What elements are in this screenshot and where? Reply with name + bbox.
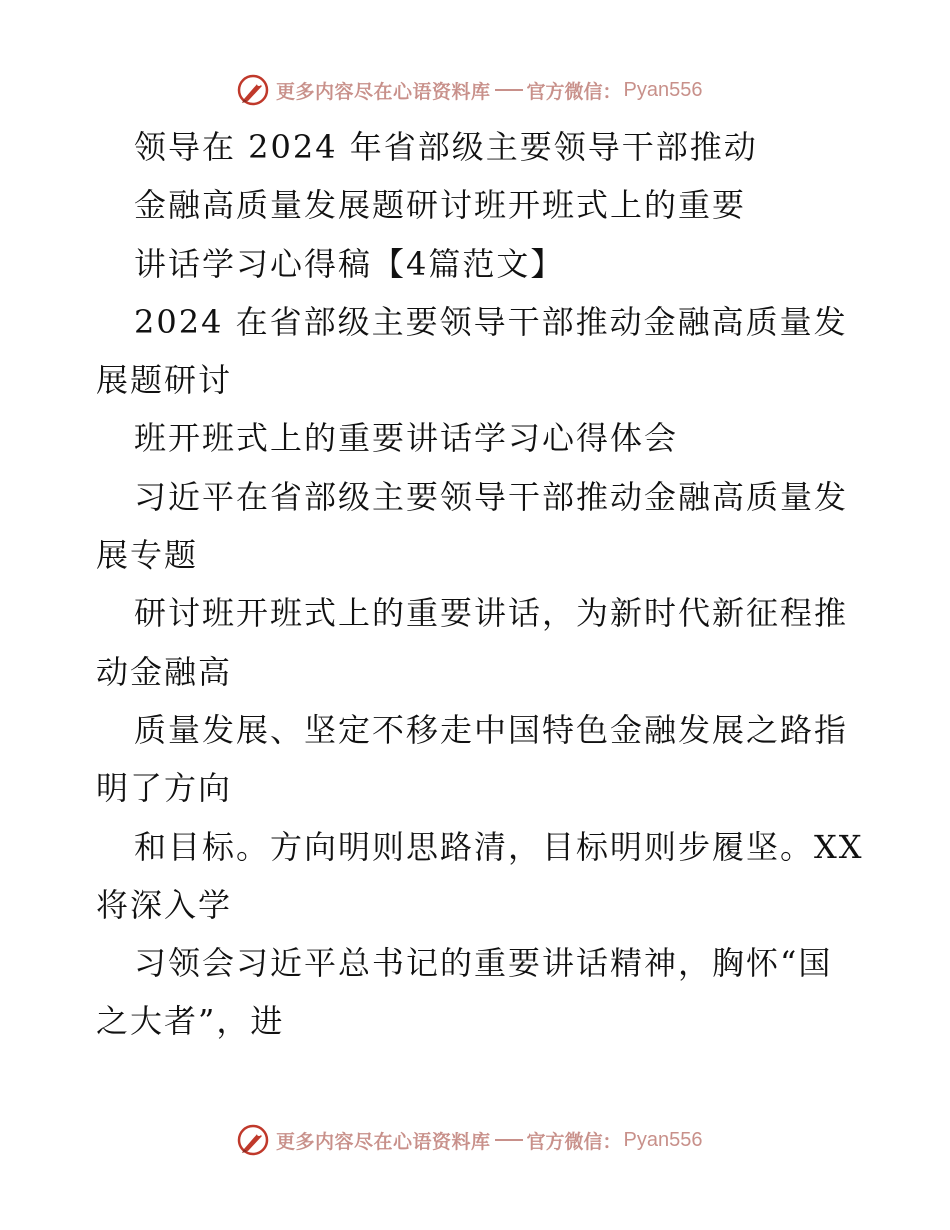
- banner-wechat-label: 官方微信：: [526, 1130, 622, 1153]
- banner-wechat-id: Pyan556: [623, 78, 703, 101]
- header-banner: [236, 72, 703, 108]
- banner-dash: [495, 1139, 523, 1141]
- body-line: 动金融高: [96, 652, 233, 691]
- pen-logo-icon: [236, 73, 270, 107]
- document-body: [96, 118, 864, 1051]
- body-line: 习近平在省部级主要领导干部推动金融高质量发: [134, 477, 849, 516]
- body-line: 习领会习近平总书记的重要讲话精神，胸怀“国: [134, 944, 833, 983]
- title-line-3: 讲话学习心得稿【4篇范文】: [134, 244, 565, 283]
- body-line: 之大者”，进: [96, 1002, 285, 1041]
- banner-wechat-label: 官方微信：: [526, 80, 622, 103]
- pen-logo-icon: [236, 1123, 270, 1157]
- body-line: 和目标。方向明则思路清，目标明则步履坚。XX: [134, 827, 864, 866]
- banner-title: 更多内容尽在心语资料库: [276, 1130, 491, 1153]
- body-line: 2024 在省部级主要领导干部推动金融高质量发: [134, 302, 848, 341]
- footer-banner: [236, 1122, 703, 1158]
- banner-title: 更多内容尽在心语资料库: [276, 80, 491, 103]
- body-line: 质量发展、坚定不移走中国特色金融发展之路指: [134, 710, 849, 749]
- body-line: 班开班式上的重要讲话学习心得体会: [134, 419, 679, 458]
- body-line: 明了方向: [96, 769, 233, 808]
- body-line: 展题研讨: [96, 361, 233, 400]
- banner-wechat-id: Pyan556: [623, 1128, 703, 1151]
- body-line: 研讨班开班式上的重要讲话，为新时代新征程推: [134, 594, 849, 633]
- title-line-2: 金融高质量发展题研讨班开班式上的重要: [134, 186, 747, 225]
- body-line: 展专题: [96, 536, 199, 575]
- title-line-1: 领导在 2024 年省部级主要领导干部推动: [134, 128, 758, 166]
- body-line: 将深入学: [96, 885, 233, 924]
- banner-dash: [495, 89, 523, 91]
